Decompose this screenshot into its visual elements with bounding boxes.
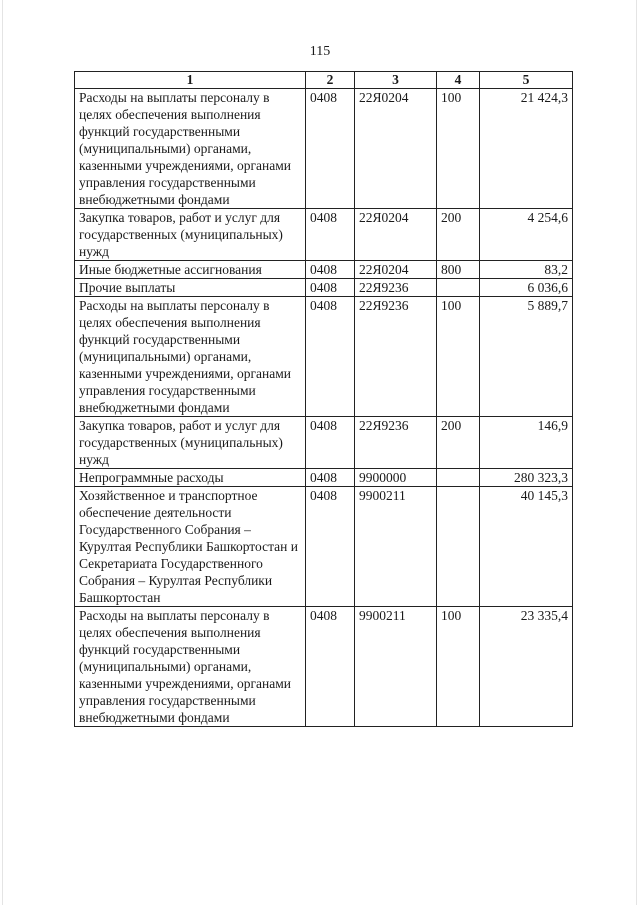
row-article: 22Я9236 [355,417,437,469]
table-row [75,469,573,487]
row-expense-type: 100 [437,89,480,209]
table-row [75,279,573,297]
row-section: 0408 [306,607,355,727]
page-number: 115 [309,44,331,59]
table-row [75,261,573,279]
header-col-3: 3 [355,72,437,89]
row-amount: 6 036,6 [480,279,573,297]
row-amount: 21 424,3 [480,89,573,209]
row-name: Расходы на выплаты персоналу в целях обеспечения выполнения функций государственными (муниципальными) органами, казенными учреждениями, органами управления государственными внебюджетными фондами [75,297,306,417]
row-section: 0408 [306,487,355,607]
row-amount: 23 335,4 [480,607,573,727]
row-article: 22Я0204 [355,261,437,279]
row-section: 0408 [306,209,355,261]
table-row [75,89,573,209]
row-amount: 280 323,3 [480,469,573,487]
table-row [75,607,573,727]
row-name: Расходы на выплаты персоналу в целях обеспечения выполнения функций государственными (муниципальными) органами, казенными учреждениями, органами управления государственными внебюджетными фондами [75,607,306,727]
row-article: 22Я0204 [355,209,437,261]
row-name: Закупка товаров, работ и услуг для государственных (муниципальных) нужд [75,417,306,469]
row-section: 0408 [306,469,355,487]
row-expense-type [437,469,480,487]
row-expense-type [437,279,480,297]
row-amount: 83,2 [480,261,573,279]
row-amount: 4 254,6 [480,209,573,261]
row-amount: 146,9 [480,417,573,469]
row-expense-type: 200 [437,417,480,469]
row-article: 9900000 [355,469,437,487]
row-name: Расходы на выплаты персоналу в целях обеспечения выполнения функций государственными (муниципальными) органами, казенными учреждениями, органами управления государственными внебюджетными фондами [75,89,306,209]
scan-edge-left [2,0,3,905]
scan-edge-right [636,0,637,905]
row-amount: 40 145,3 [480,487,573,607]
row-section: 0408 [306,417,355,469]
table-row [75,209,573,261]
table-row [75,487,573,607]
header-col-5: 5 [480,72,573,89]
row-section: 0408 [306,261,355,279]
row-expense-type: 800 [437,261,480,279]
header-col-2: 2 [306,72,355,89]
row-expense-type [437,487,480,607]
row-name: Иные бюджетные ассигнования [75,261,306,279]
row-name: Закупка товаров, работ и услуг для государственных (муниципальных) нужд [75,209,306,261]
row-article: 22Я9236 [355,279,437,297]
row-name: Хозяйственное и транспортное обеспечение деятельности Государственного Собрания – Курултая Республики Башкортостан и Секретариата Государственного Собрания – Курултая Республики Башкортостан [75,487,306,607]
row-section: 0408 [306,297,355,417]
row-section: 0408 [306,279,355,297]
row-article: 22Я0204 [355,89,437,209]
row-article: 22Я9236 [355,297,437,417]
row-amount: 5 889,7 [480,297,573,417]
table-row [75,297,573,417]
header-col-4: 4 [437,72,480,89]
row-name: Непрограммные расходы [75,469,306,487]
row-article: 9900211 [355,487,437,607]
row-article: 9900211 [355,607,437,727]
row-section: 0408 [306,89,355,209]
header-row [75,72,573,89]
table-row [75,417,573,469]
row-expense-type: 200 [437,209,480,261]
row-name: Прочие выплаты [75,279,306,297]
header-col-1: 1 [75,72,306,89]
budget-table [74,71,573,727]
row-expense-type: 100 [437,607,480,727]
row-expense-type: 100 [437,297,480,417]
